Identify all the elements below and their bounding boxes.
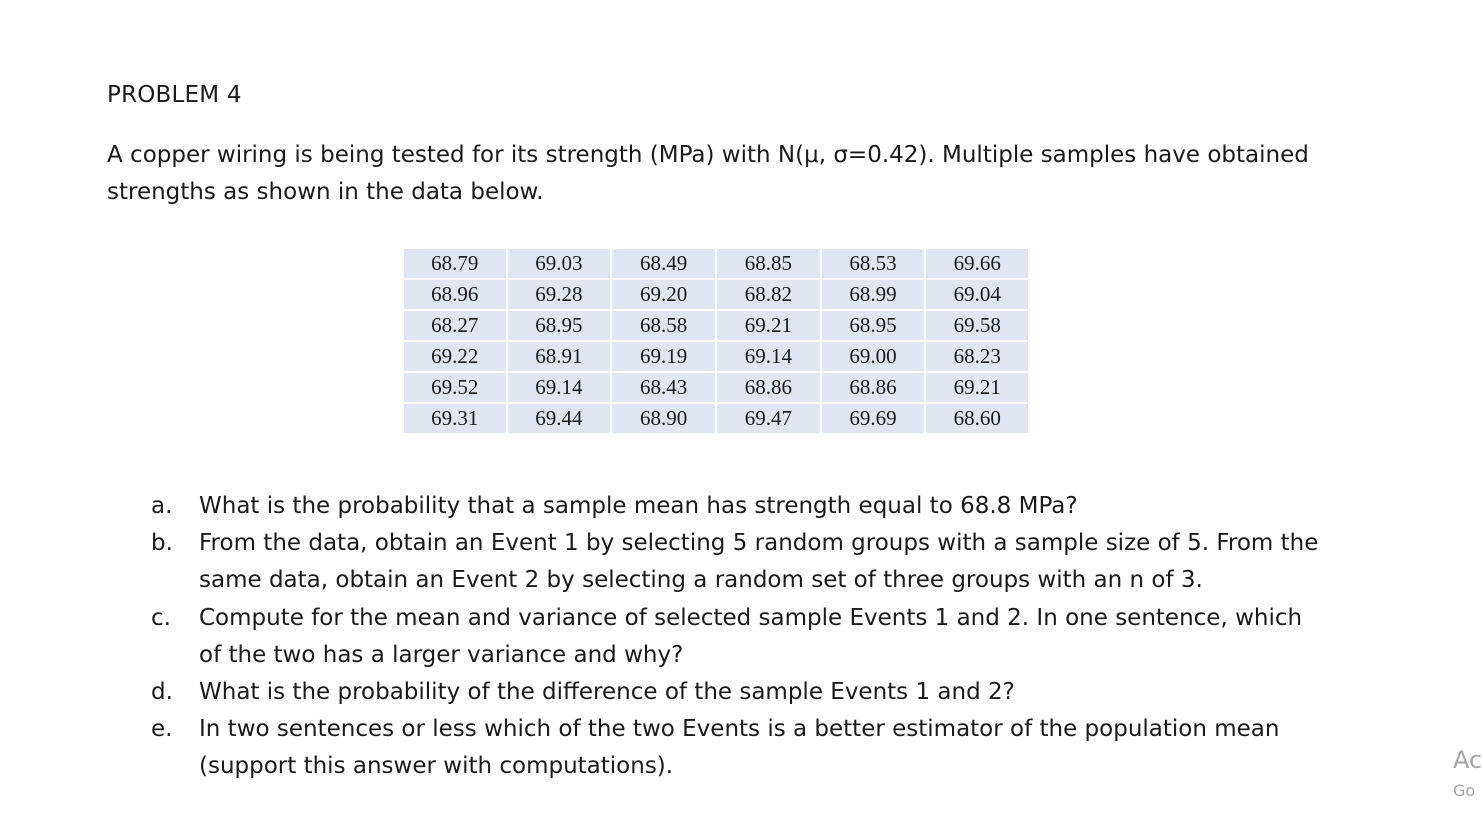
question-b: [151, 525, 1321, 599]
table-cell: 68.79: [404, 249, 507, 279]
table-row: [404, 279, 1028, 310]
table-cell: 69.58: [925, 310, 1028, 341]
table-cell: 68.58: [611, 310, 716, 341]
activation-watermark-title: Ac: [1453, 746, 1482, 774]
table-cell: 68.91: [507, 341, 612, 372]
table-cell: 69.21: [925, 372, 1028, 403]
question-a: [151, 488, 1321, 525]
table-cell: 68.43: [611, 372, 716, 403]
table-row: [404, 249, 1028, 279]
table-cell: 69.03: [507, 249, 612, 279]
table-cell: 68.86: [821, 372, 926, 403]
question-c: [151, 600, 1321, 674]
table-cell: 69.19: [611, 341, 716, 372]
question-marker: a.: [151, 493, 173, 519]
question-text: What is the probability that a sample mean has strength equal to 68.8 MPa?: [199, 493, 1078, 519]
table-cell: 69.20: [611, 279, 716, 310]
table-cell: 68.95: [507, 310, 612, 341]
strength-data-table: [404, 249, 1028, 433]
question-marker: d.: [151, 679, 173, 706]
table-cell: 68.96: [404, 279, 507, 310]
table-cell: 68.86: [716, 372, 821, 403]
question-text: In two sentences or less which of the two Events is a better estimator of the population mean (support this answer with computations).: [199, 716, 1280, 780]
question-marker: b.: [151, 530, 173, 557]
question-e: [151, 711, 1321, 785]
table-row: [404, 372, 1028, 403]
table-row: [404, 310, 1028, 341]
table-cell: 68.95: [821, 310, 926, 341]
table-cell: 69.69: [821, 403, 926, 433]
table-row: [404, 341, 1028, 372]
table-cell: 69.00: [821, 341, 926, 372]
table-cell: 69.47: [716, 403, 821, 433]
question-marker: e.: [151, 716, 173, 743]
table-cell: 68.53: [821, 249, 926, 279]
question-text: From the data, obtain an Event 1 by selecting 5 random groups with a sample size of 5. From the same data, obtain an Event 2 by selecting a random set of three groups with an n of 3.: [199, 530, 1319, 594]
question-text: What is the probability of the difference of the sample Events 1 and 2?: [199, 679, 1015, 706]
table-row: [404, 403, 1028, 433]
table-cell: 68.85: [716, 249, 821, 279]
table-cell: 69.14: [716, 341, 821, 372]
table-cell: 69.66: [925, 249, 1028, 279]
table-cell: 68.60: [925, 403, 1028, 433]
table-cell: 69.52: [404, 372, 507, 403]
problem-title: PROBLEM 4: [107, 82, 242, 108]
table-cell: 69.14: [507, 372, 612, 403]
table-cell: 69.04: [925, 279, 1028, 310]
question-list: [151, 488, 1321, 786]
table-cell: 69.28: [507, 279, 612, 310]
question-d: [151, 674, 1321, 711]
table-cell: 68.99: [821, 279, 926, 310]
table-cell: 69.22: [404, 341, 507, 372]
table-cell: 69.44: [507, 403, 612, 433]
table-cell: 69.21: [716, 310, 821, 341]
table-cell: 68.90: [611, 403, 716, 433]
table-cell: 69.31: [431, 406, 479, 430]
problem-statement: A copper wiring is being tested for its strength (MPa) with N(μ, σ=0.42). Multiple samples have obtained strengths as shown in the data below.: [107, 142, 1309, 205]
activation-watermark-subtitle: Go: [1453, 781, 1476, 800]
table-cell: 68.82: [716, 279, 821, 310]
question-marker: c.: [151, 604, 171, 631]
table-cell: 68.23: [925, 341, 1028, 372]
table-cell: 68.49: [611, 249, 716, 279]
question-text: Compute for the mean and variance of selected sample Events 1 and 2. In one sentence, which of the two has a larger variance and why?: [199, 604, 1303, 668]
table-cell: 68.27: [404, 310, 507, 341]
